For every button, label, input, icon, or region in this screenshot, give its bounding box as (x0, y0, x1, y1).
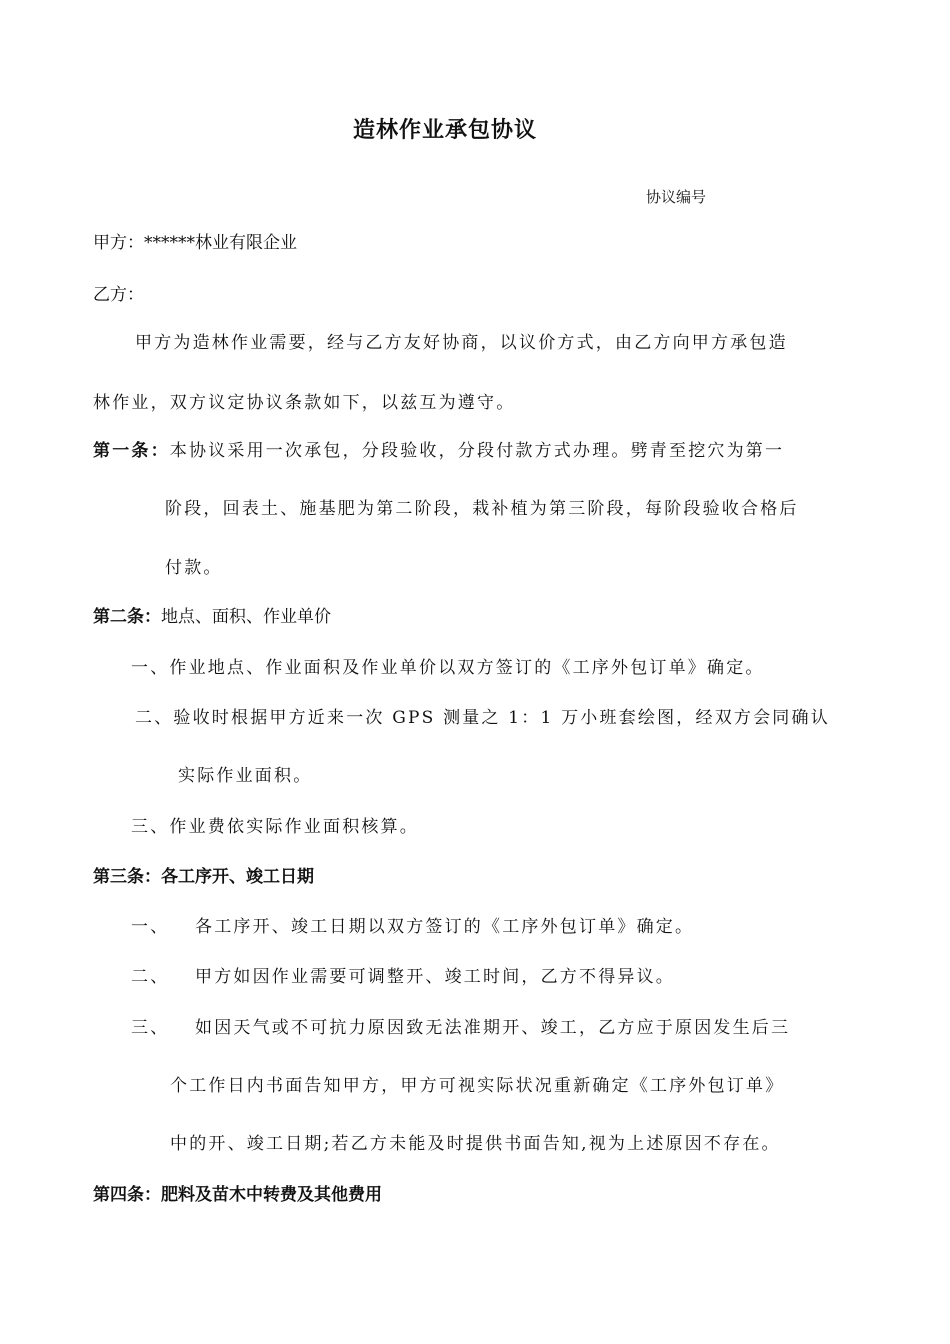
article-2-item-2-line-1: 二、验收时根据甲方近来一次 GPS 测量之 1：1 万小班套绘图，经双方会同确认 (135, 708, 830, 728)
article-2-title: 地点、面积、作业单价 (161, 607, 331, 627)
party-a: 甲方：******林业有限企业 (93, 233, 297, 253)
document-title: 造林作业承包协议 (352, 117, 537, 143)
party-b: 乙方： (93, 285, 144, 305)
article-1 (93, 440, 784, 462)
article-1-line-3: 付款。 (165, 558, 223, 578)
article-1-line-1: 本协议采用一次承包，分段验收，分段付款方式办理。劈青至挖穴为第一 (169, 441, 785, 461)
intro-line-1: 甲方为造林作业需要，经与乙方友好协商，以议价方式，由乙方向甲方承包造 (135, 333, 788, 353)
article-3-item-1-text: 各工序开、竣工日期以双方签订的《工序外包订单》确定。 (195, 917, 695, 937)
article-3-item-3-line-1: 如因天气或不可抗力原因致无法准期开、竣工，乙方应于原因发生后三 (195, 1018, 791, 1038)
article-3-item-2 (131, 966, 675, 988)
article-1-line-2: 阶段，回表土、施基肥为第二阶段，栽补植为第三阶段，每阶段验收合格后 (165, 499, 799, 519)
article-4-heading: 第四条：肥料及苗木中转费及其他费用 (93, 1185, 382, 1205)
article-1-heading: 第一条： (93, 441, 170, 461)
article-3-item-2-text: 甲方如因作业需要可调整开、竣工时间，乙方不得异议。 (195, 967, 675, 987)
article-3-heading: 第三条：各工序开、竣工日期 (93, 867, 314, 887)
article-2-heading: 第二条： (93, 607, 161, 627)
intro-line-2: 林作业，双方议定协议条款如下，以兹互为遵守。 (93, 393, 516, 413)
article-2 (93, 606, 331, 628)
article-2-item-1: 一、作业地点、作业面积及作业单价以双方签订的《工序外包订单》确定。 (131, 658, 765, 678)
article-2-item-2-line-2: 实际作业面积。 (178, 766, 313, 786)
agreement-number-label: 协议编号 (646, 188, 707, 206)
article-3-item-3-number: 三、 (131, 1018, 170, 1038)
article-3-item-3-line-3: 中的开、竣工日期;若乙方未能及时提供书面告知,视为上述原因不存在。 (170, 1134, 781, 1154)
article-2-item-3: 三、作业费依实际作业面积核算。 (131, 817, 419, 837)
article-3-item-1-number: 一、 (131, 917, 170, 937)
article-3-item-3-line-2: 个工作日内书面告知甲方，甲方可视实际状况重新确定《工序外包订单》 (170, 1076, 785, 1096)
article-3-item-3 (131, 1017, 790, 1039)
article-3-item-1 (131, 916, 694, 938)
article-3-item-2-number: 二、 (131, 967, 170, 987)
